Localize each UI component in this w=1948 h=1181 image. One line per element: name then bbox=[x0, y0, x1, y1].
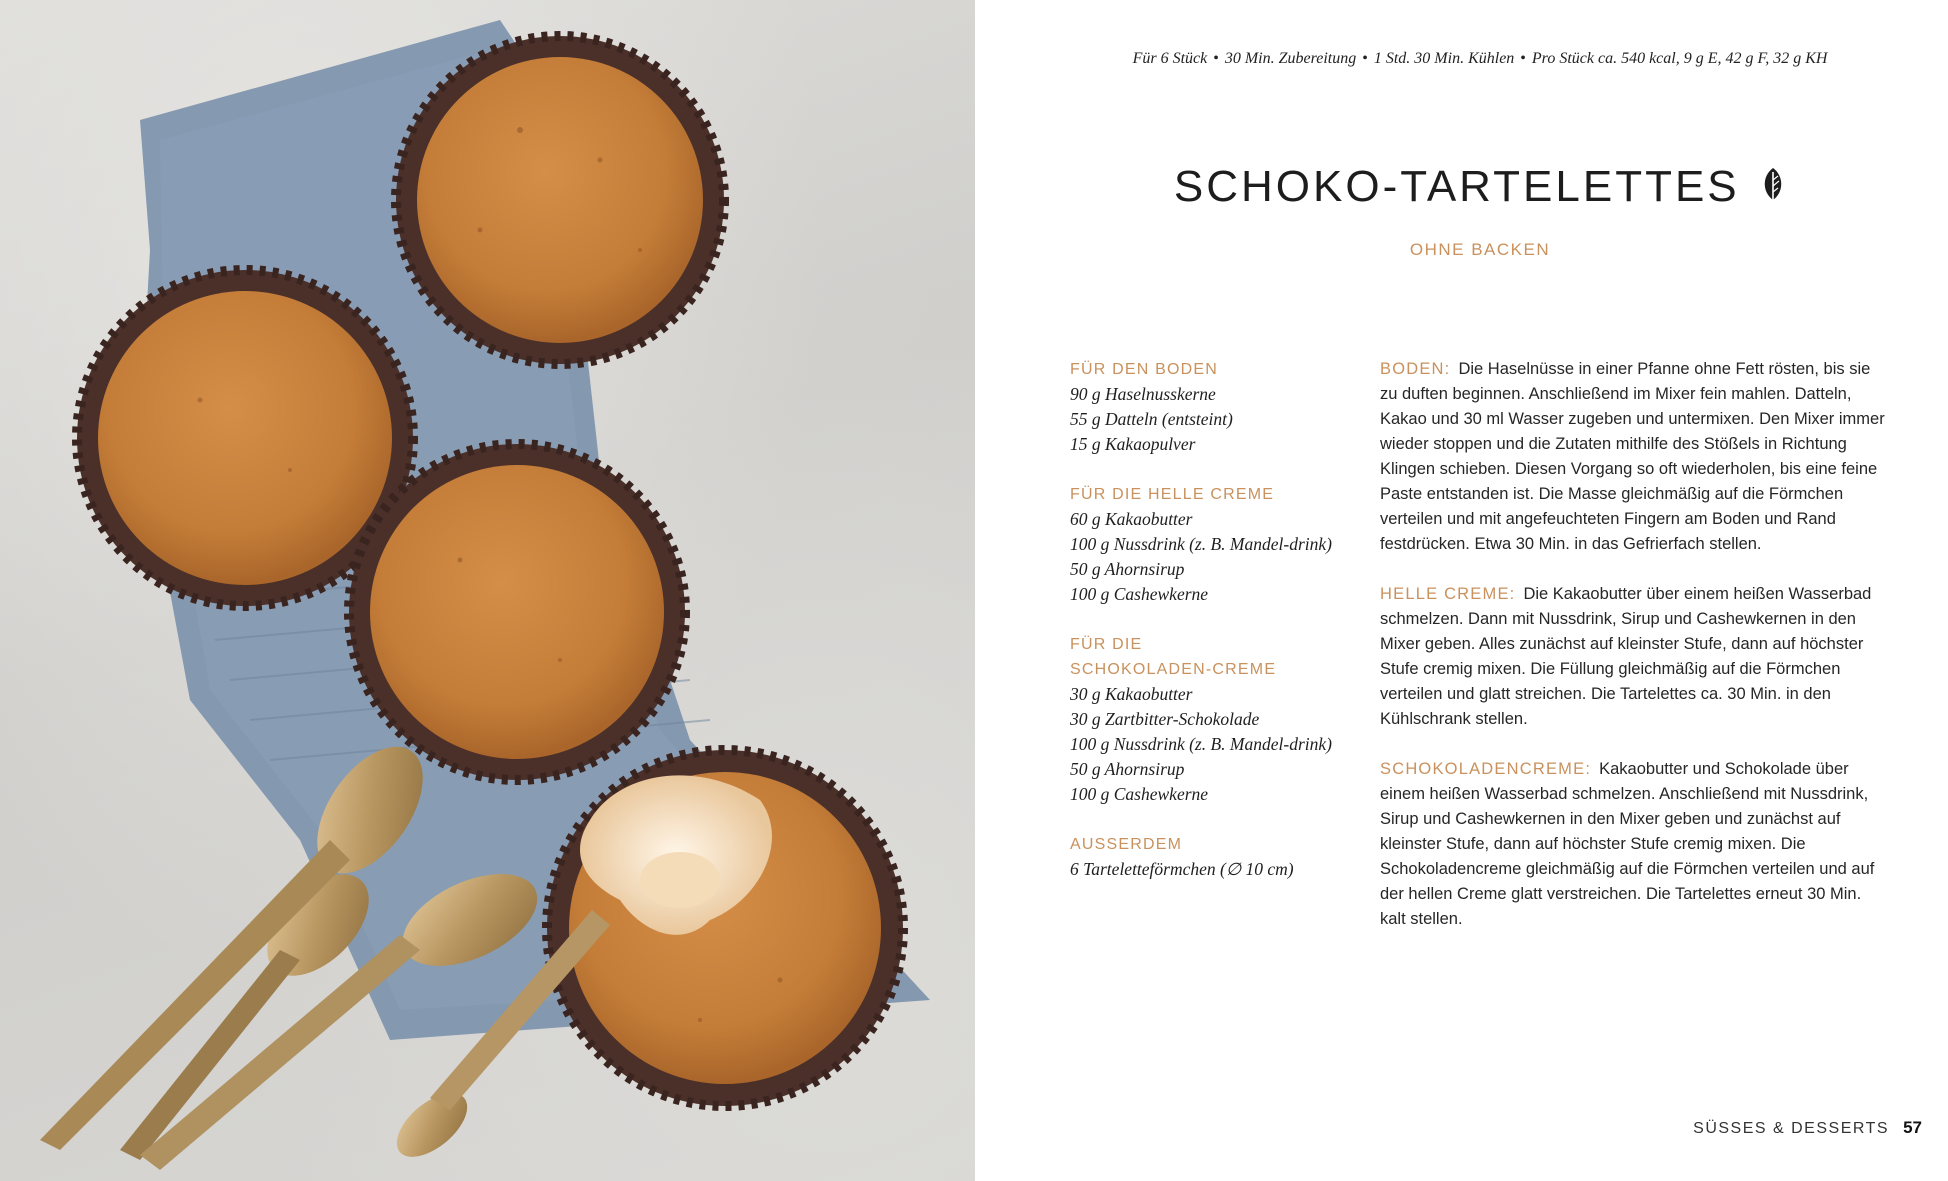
step-text: Kakaobutter und Schokolade über einem heißen Wasserbad schmelzen. Anschließend mit Nussdrink, Sirup und Cashewkernen in den Mixer geben und zunächst auf kleinster Stufe, dann auf höchster Stufe cremig mixen. Die Schokoladencreme gleichmäßig auf die Förmchen verteilen und auf der hellen Creme glatt verstreichen. Die Tartelettes erneut 30 Min. kalt stellen. bbox=[1380, 760, 1875, 928]
ingredient-item: 90 g Haselnusskerne bbox=[1070, 384, 1216, 404]
ingredient-heading: AUSSERDEM bbox=[1070, 836, 1183, 853]
step-text: Die Haselnüsse in einer Pfanne ohne Fett rösten, bis sie zu duften beginnen. Anschließend im Mixer fein mahlen. Datteln, Kakao und 30 ml Wasser zugeben und untermixen. Den Mixer immer wieder stoppen und die Zutaten mithilfe des Stößels in Richtung Klingen schieben. Diesen Vorgang so oft wiederholen, bis eine feine Paste entstanden ist. Die Masse gleichmäßig auf die Förmchen verteilen und mit angefeuchteten Fingern am Boden und Rand festdrücken. Etwa 30 Min. in das Gefrierfach stellen. bbox=[1380, 360, 1885, 553]
servings: Für 6 Stück bbox=[1132, 50, 1208, 67]
ingredient-heading: FÜR DEN BODEN bbox=[1070, 361, 1219, 378]
separator: • bbox=[1362, 50, 1368, 67]
step-heading: SCHOKOLADENCREME: bbox=[1380, 760, 1592, 778]
method-steps bbox=[1380, 357, 1885, 957]
ingredient-item: 60 g Kakaobutter bbox=[1070, 509, 1193, 529]
ingredient-item: 100 g Cashewkerne bbox=[1070, 584, 1209, 604]
ingredient-item: 30 g Zartbitter-Schokolade bbox=[1070, 709, 1260, 729]
recipe-meta-line bbox=[1040, 50, 1920, 68]
separator: • bbox=[1213, 50, 1219, 67]
section-name: SÜSSES & DESSERTS bbox=[1693, 1120, 1890, 1137]
recipe-subtitle: OHNE BACKEN bbox=[1409, 240, 1551, 259]
tartelette-1 bbox=[396, 36, 724, 364]
ingredient-item: 50 g Ahornsirup bbox=[1070, 759, 1185, 779]
tartelette-3 bbox=[349, 444, 685, 780]
page-footer bbox=[1693, 1118, 1922, 1138]
ingredient-item: 50 g Ahornsirup bbox=[1070, 559, 1185, 579]
separator: • bbox=[1520, 50, 1526, 67]
ingredient-item: 15 g Kakaopulver bbox=[1070, 434, 1196, 454]
ingredient-heading: FÜR DIE HELLE CREME bbox=[1070, 486, 1275, 503]
ingredient-group-boden bbox=[1070, 357, 1340, 457]
ingredient-item: 55 g Datteln (entsteint) bbox=[1070, 409, 1233, 429]
leaf-icon bbox=[1760, 166, 1786, 209]
ingredient-group-helle-creme bbox=[1070, 482, 1340, 607]
recipe-title: SCHOKO-TARTELETTES bbox=[1173, 162, 1740, 211]
step-schokoladencreme bbox=[1380, 757, 1885, 932]
step-text: Die Kakaobutter über einem heißen Wasserbad schmelzen. Dann mit Nussdrink, Sirup und Cashewkernen in den Mixer geben. Alles zunächst auf kleinster Stufe, dann auf höchster Stufe cremig mixen. Die Füllung gleichmäßig auf die Förmchen verteilen und glatt streichen. Die Tartelettes ca. 30 Min. in den Kühlschrank stellen. bbox=[1380, 585, 1872, 728]
ingredient-item: 100 g Cashewkerne bbox=[1070, 784, 1209, 804]
step-helle-creme bbox=[1380, 582, 1885, 732]
step-boden bbox=[1380, 357, 1885, 557]
prep-time: 30 Min. Zubereitung bbox=[1224, 50, 1357, 67]
step-heading: HELLE CREME: bbox=[1380, 585, 1516, 603]
ingredient-item: 30 g Kakaobutter bbox=[1070, 684, 1193, 704]
ingredient-item: 100 g Nussdrink (z. B. Mandel-drink) bbox=[1070, 734, 1332, 754]
title-row bbox=[1040, 162, 1920, 212]
ingredient-group-ausserdem bbox=[1070, 832, 1340, 882]
nutrition: Pro Stück ca. 540 kcal, 9 g E, 42 g F, 32 g KH bbox=[1531, 50, 1828, 67]
ingredient-heading: FÜR DIE SCHOKOLADEN-CREME bbox=[1070, 636, 1277, 678]
ingredient-group-schokoladencreme bbox=[1070, 632, 1340, 807]
chill-time: 1 Std. 30 Min. Kühlen bbox=[1373, 50, 1515, 67]
page-number: 57 bbox=[1903, 1118, 1922, 1137]
ingredients-list bbox=[1070, 357, 1340, 907]
ingredient-item: 6 Tarteletteförmchen (∅ 10 cm) bbox=[1070, 859, 1294, 879]
ingredient-item: 100 g Nussdrink (z. B. Mandel-drink) bbox=[1070, 534, 1332, 554]
step-heading: BODEN: bbox=[1380, 360, 1451, 378]
